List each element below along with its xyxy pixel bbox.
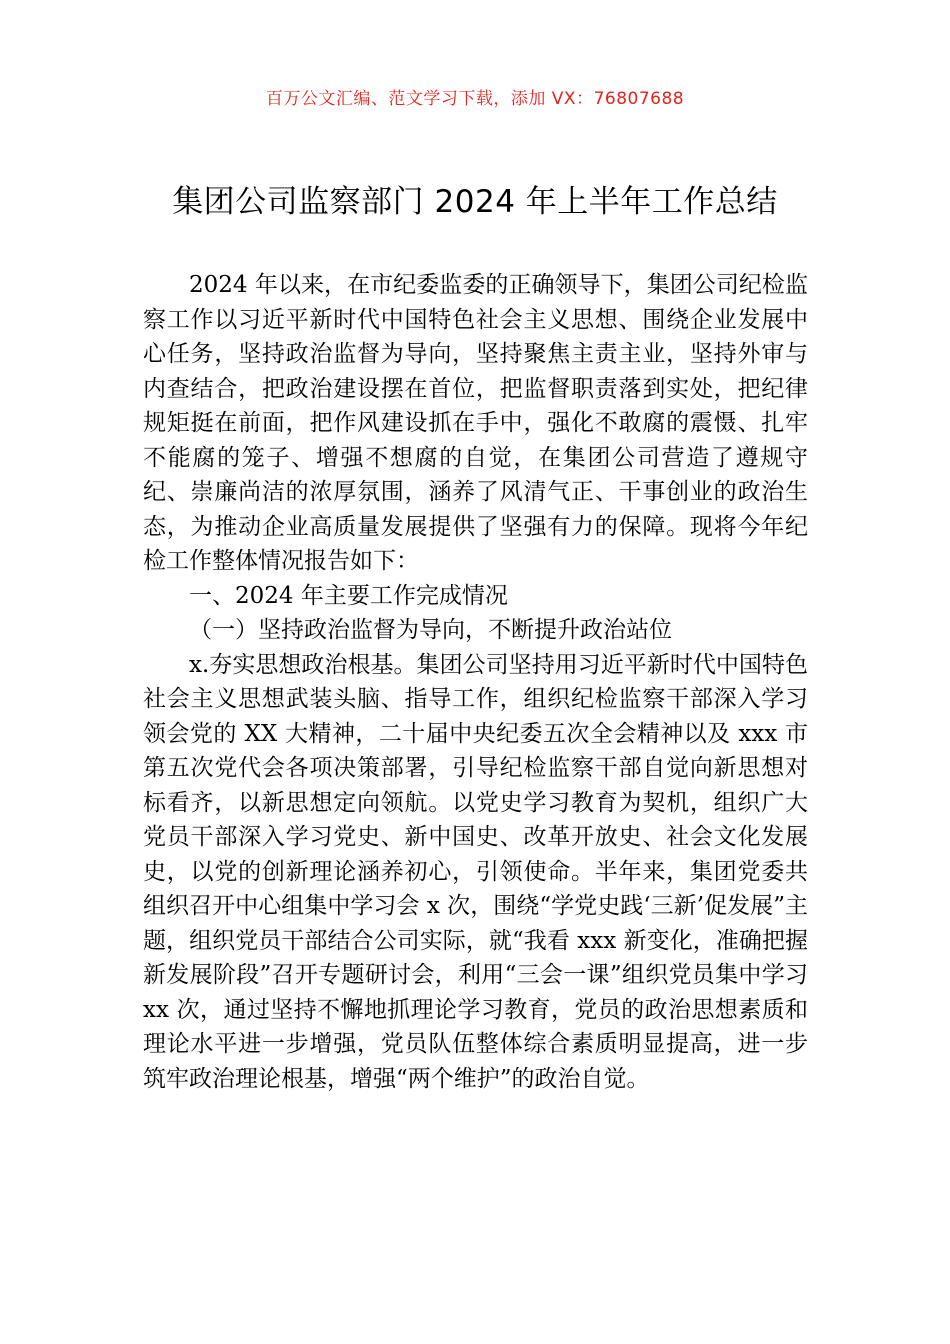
subsection-heading: （一）坚持政治监督为导向，不断提升政治站位 <box>189 617 672 643</box>
section-heading: 一、2024 年主要工作完成情况 <box>189 582 508 609</box>
intro-paragraph: 2024 年以来，在市纪委监委的正确领导下，集团公司纪检监察工作以习近平新时代中国特色社会主义思想、围绕企业发展中心任务，坚持政治监督为导向，坚持聚焦主责主业，坚持外审与内查结合，把政治建设摆在首位，把监督职责落到实处，把纪律规矩挺在前面，把作风建设抓在手中，强化不敢腐的震慑、扎牢不能腐的笼子、增强不想腐的自觉，在集团公司营造了遵规守纪、崇廉尚洁的浓厚氛围，涵养了风清气正、干事创业的政治生态，为推动企业高质量发展提供了坚强有力的保障。现将今年纪检工作整体情况报告如下： <box>143 272 808 574</box>
header-note: 百万公文汇编、范文学习下载，添加 VX：76807688 <box>265 89 685 109</box>
item-paragraph: x.夯实思想政治根基。集团公司坚持用习近平新时代中国特色社会主义思想武装头脑、指导工作，组织纪检监察干部深入学习领会党的 XX 大精神，二十届中央纪委五次全会精神以及 xxx 市第五次党代会各项决策部署，引导纪检监察干部自觉向新思想对标看齐，以新思想定向领航。以党史学习教育为契机，组织广大党员干部深入学习党史、新中国史、改革开放史、社会文化发展史，以党的创新理论涵养初心，引领使命。半年来，集团党委共组织召开中心组集中学习会 x 次，围绕“学党史践‘三新’促发展”主题，组织党员干部结合公司实际，就“我看 xxx 新变化，准确把握新发展阶段”召开专题研讨会，利用“三会一课”组织党员集中学习 xx 次，通过坚持不懈地抓理论学习教育，党员的政治思想素质和理论水平进一步增强，党员队伍整体综合素质明显提高，进一步筑牢政治理论根基，增强“两个维护”的政治自觉。 <box>143 651 808 1092</box>
document-body <box>143 268 808 1096</box>
document-title: 集团公司监察部门 2024 年上半年工作总结 <box>172 184 778 220</box>
